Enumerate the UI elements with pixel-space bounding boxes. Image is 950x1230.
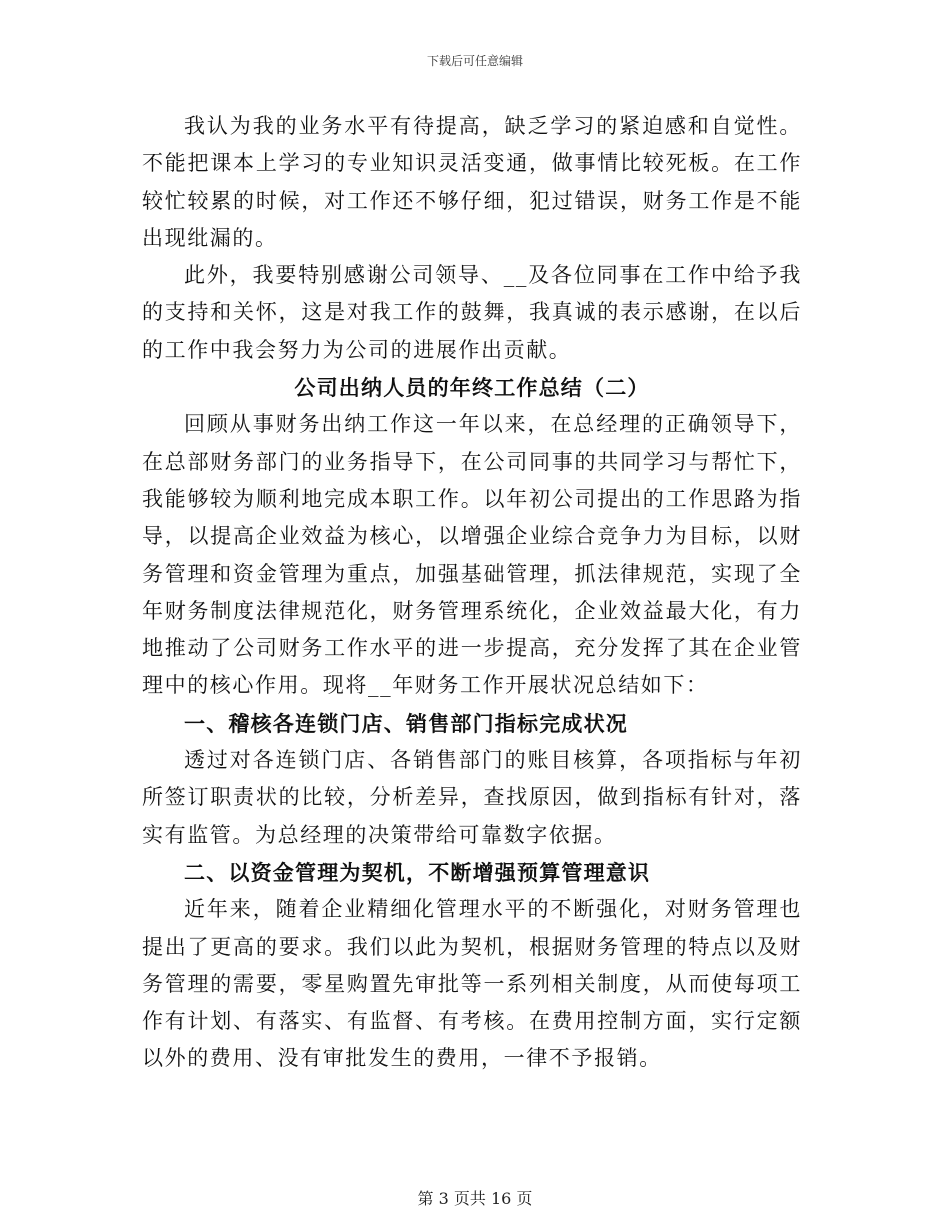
paragraph-thanks: 此外，我要特别感谢公司领导、__及各位同事在工作中给予我的支持和关怀，这是对我工作的鼓舞，我真诚的表示感谢，在以后的工作中我会努力为公司的进展作出贡献。 [142, 263, 802, 362]
paragraph-self-assessment: 我认为我的业务水平有待提高，缺乏学习的紧迫感和自觉性。不能把课本上学习的专业知识灵活变通，做事情比较死板。在工作较忙较累的时候，对工作还不够仔细，犯过错误，财务工作是不能出现纰漏的。 [142, 114, 802, 250]
page-header-note: 下载后可任意编辑 [426, 54, 523, 68]
heading-fund-management: 二、以资金管理为契机，不断增强预算管理意识 [184, 859, 651, 885]
paragraph-fund-management: 近年来，随着企业精细化管理水平的不断强化，对财务管理也提出了更高的要求。我们以此为契机，根据财务管理的特点以及财务管理的需要，零星购置先审批等一系列相关制度，从而使每项工作有计划、有落实、有监督、有考核。在费用控制方面，实行定额以外的费用、没有审批发生的费用，一律不予报销。 [142, 897, 802, 1071]
page-number: 第 3 页共 16 页 [417, 1189, 533, 1208]
document-body [142, 108, 802, 1078]
heading-audit-stores: 一、稽核各连锁门店、销售部门指标完成状况 [184, 710, 628, 736]
paragraph-intro: 回顾从事财务出纳工作这一年以来，在总经理的正确领导下，在总部财务部门的业务指导下，在公司同事的共同学习与帮忙下，我能够较为顺利地完成本职工作。以年初公司提出的工作思路为指导，以提高企业效益为核心，以增强企业综合竞争力为目标，以财务管理和资金管理为重点，加强基础管理，抓法律规范，实现了全年财务制度法律规范化，财务管理系统化，企业效益最大化，有力地推动了公司财务工作水平的进一步提高，充分发挥了其在企业管理中的核心作用。现将__年财务工作开展状况总结如下： [142, 412, 802, 698]
paragraph-audit-stores: 透过对各连锁门店、各销售部门的账目核算，各项指标与年初所签订职责状的比较，分析差异，查找原因，做到指标有针对，落实有监管。为总经理的决策带给可靠数字依据。 [142, 748, 802, 847]
section-title: 公司出纳人员的年终工作总结（二） [294, 375, 650, 401]
